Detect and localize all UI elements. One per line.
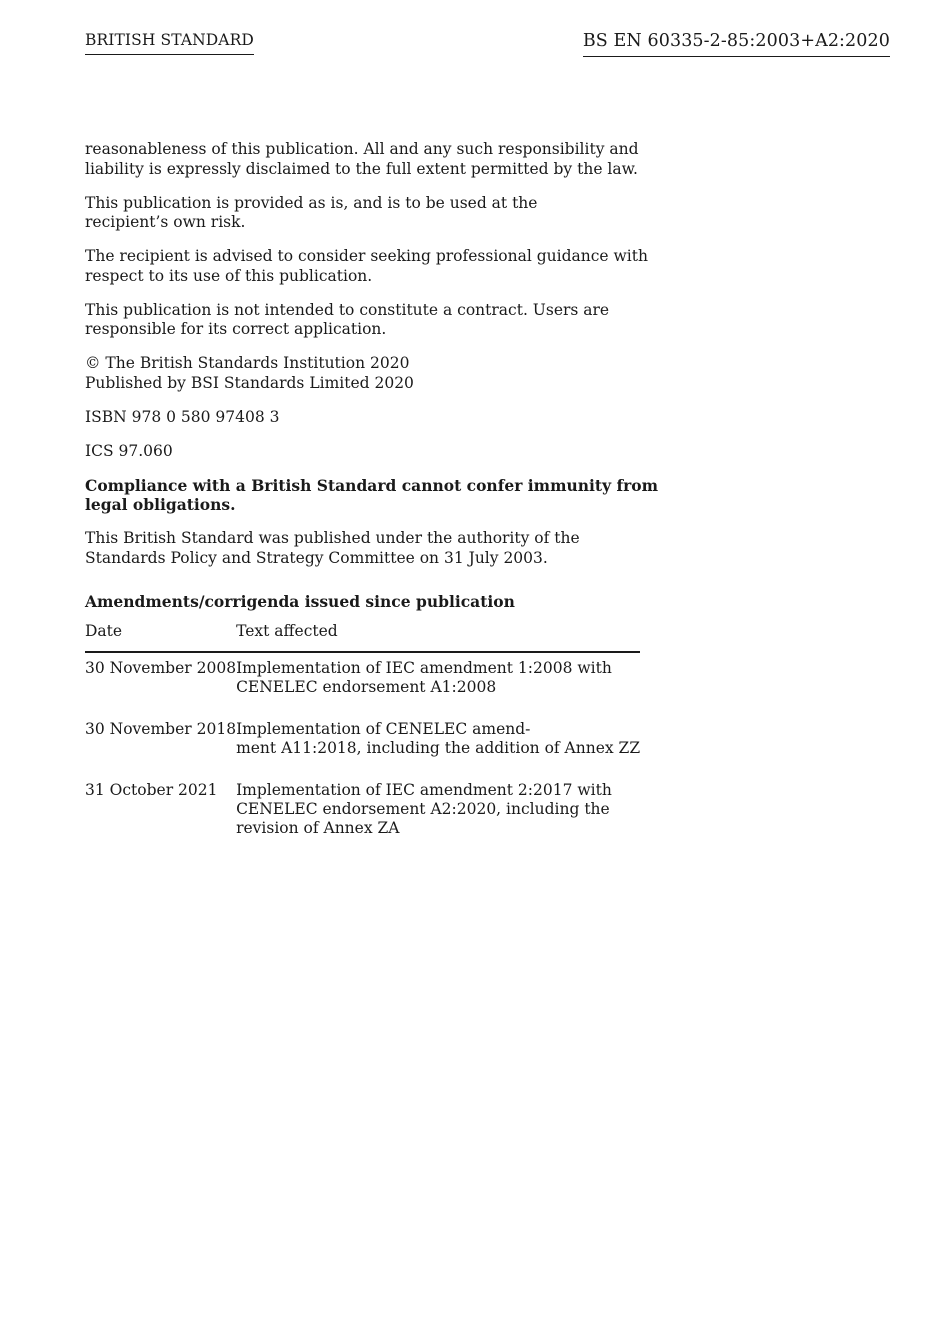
amendment-date: 30 November 2008 — [85, 658, 237, 677]
text-line: liability is expressly disclaimed to the full extent permitted by the law. — [85, 159, 638, 178]
risk-paragraph — [85, 194, 645, 233]
column-header-text-affected: Text affected — [236, 614, 640, 652]
text-line: revision of Annex ZA — [236, 818, 400, 837]
text-line: This publication is provided as is, and is to be used at the — [85, 193, 538, 212]
document-body — [85, 140, 659, 855]
amendment-text — [236, 775, 640, 855]
text-line: This publication is not intended to constitute a contract. Users are — [85, 300, 610, 319]
isbn-paragraph — [85, 408, 645, 428]
header-standard-number: BS EN 60335-2-85:2003+A2:2020 — [583, 31, 890, 57]
amendment-date: 30 November 2018 — [85, 719, 237, 738]
isbn: ISBN 978 0 580 97408 3 — [85, 407, 280, 426]
text-line: Implementation of CENELEC amend- — [236, 719, 531, 738]
column-header-date: Date — [85, 614, 236, 652]
table-row — [85, 775, 640, 855]
amendments-heading: Amendments/corrigenda issued since publication — [85, 592, 515, 611]
contract-paragraph — [85, 301, 645, 340]
text-line: responsible for its correct application. — [85, 320, 387, 338]
authority-paragraph — [85, 529, 645, 568]
ics-paragraph — [85, 442, 645, 462]
compliance-statement — [85, 475, 659, 515]
amendment-date: 31 October 2021 — [85, 780, 218, 799]
text-line: The recipient is advised to consider seeking professional guidance with — [85, 247, 648, 265]
copyright-line: © The British Standards Institution 2020 — [85, 354, 410, 372]
text-line: Implementation of IEC amendment 1:2008 with — [236, 658, 612, 677]
text-line: reasonableness of this publication. All and any such responsibility and — [85, 140, 639, 158]
ics-code: ICS 97.060 — [85, 441, 173, 460]
text-line: CENELEC endorsement A2:2020, including the — [236, 799, 610, 818]
text-line: This British Standard was published under the authority of the — [85, 529, 580, 547]
table-row — [85, 652, 640, 714]
copyright-paragraph — [85, 354, 645, 393]
text-line: Compliance with a British Standard cannot confer immunity from — [85, 475, 659, 495]
guidance-paragraph — [85, 247, 648, 286]
disclaimer-paragraph — [85, 140, 645, 179]
text-line: ment A11:2018, including the addition of Annex ZZ — [236, 738, 641, 757]
text-line: Standards Policy and Strategy Committee on 31 July 2003. — [85, 548, 548, 567]
amendment-text — [236, 652, 640, 714]
text-line: respect to its use of this publication. — [85, 266, 373, 285]
text-line: recipient’s own risk. — [85, 213, 246, 231]
publisher-line: Published by BSI Standards Limited 2020 — [85, 373, 414, 392]
text-line: Implementation of IEC amendment 2:2017 with — [236, 780, 612, 799]
table-row — [85, 714, 640, 775]
text-line: CENELEC endorsement A1:2008 — [236, 677, 497, 696]
amendment-text — [236, 714, 640, 775]
header-standard-type: BRITISH STANDARD — [85, 31, 254, 55]
amendments-table — [85, 614, 640, 855]
table-header-row — [85, 614, 640, 652]
text-line: legal obligations. — [85, 495, 236, 514]
